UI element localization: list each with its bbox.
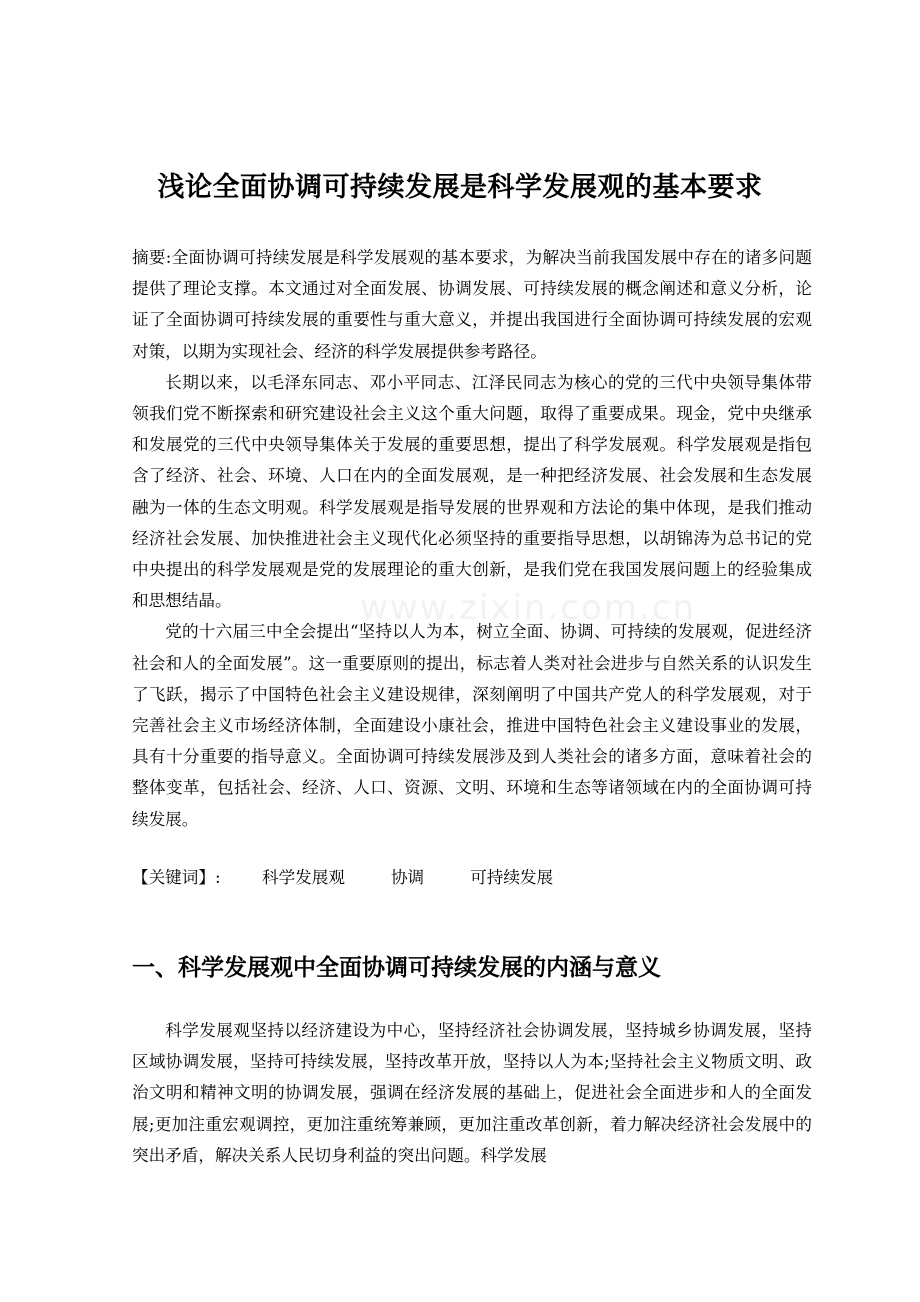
keyword-item: 可持续发展 [470, 868, 554, 887]
section-1-body [132, 1015, 812, 1171]
abstract-paragraph: 摘要:全面协调可持续发展是科学发展观的基本要求，为解决当前我国发展中存在的诸多问题提供了理论支撑。本文通过对全面发展、协调发展、可持续发展的概念阐述和意义分析，论证了全面协调可持续发展的重要性与重大意义，并提出我国进行全面协调可持续发展的宏观对策，以期为实现社会、经济的科学发展提供参考路径。 [132, 248, 812, 361]
keywords-line [132, 862, 599, 893]
body-paragraph-2: 党的十六届三中全会提出“坚持以人为本，树立全面、协调、可持续的发展观，促进经济社会和人的全面发展”。这一重要原则的提出，标志着人类对社会进步与自然关系的认识发生了飞跃，揭示了中国特色社会主义建设规律，深刻阐明了中国共产党人的科学发展观，对于完善社会主义市场经济体制，全面建设小康社会，推进中国特色社会主义建设事业的发展，具有十分重要的指导意义。全面协调可持续发展涉及到人类社会的诸多方面，意味着社会的整体变革，包括社会、经济、人口、资源、文明、环境和生态等诸领域在内的全面协调可持续发展。 [132, 622, 812, 829]
watermark-text: www.zixin.com.cn [360, 588, 696, 628]
body-paragraph-1: 长期以来，以毛泽东同志、邓小平同志、江泽民同志为核心的党的三代中央领导集体带领我们党不断探索和研究建设社会主义这个重大问题，取得了重要成果。现金，党中央继承和发展党的三代中央领导集体关于发展的重要思想，提出了科学发展观。科学发展观是指包含了经济、社会、环境、人口在内的全面发展观，是一种把经济发展、社会发展和生态发展融为一体的生态文明观。科学发展观是指导发展的世界观和方法论的集中体现，是我们推动经济社会发展、加快推进社会主义现代化必须坚持的重要指导思想，以胡锦涛为总书记的党中央提出的科学发展观是党的发展理论的重大创新，是我们党在我国发展问题上的经验集成和思想结晶。 [132, 372, 812, 611]
keywords-label: 【关键词】: [132, 868, 221, 887]
page-title: 浅论全面协调可持续发展是科学发展观的基本要求 [157, 172, 763, 203]
abstract-section [132, 242, 812, 835]
keyword-item: 科学发展观 [262, 868, 345, 887]
keyword-item: 协调 [390, 868, 425, 887]
section-1-paragraph: 科学发展观坚持以经济建设为中心，坚持经济社会协调发展，坚持城乡协调发展，坚持区域协调发展，坚持可持续发展，坚持改革开放，坚持以人为本;坚持社会主义物质文明、政治文明和精神文明的协调发展，强调在经济发展的基础上，促进社会全面进步和人的全面发展;更加注重宏观调控，更加注重统筹兼顾，更加注重改革创新，着力解决经济社会发展中的突出矛盾，解决关系人民切身利益的突出问题。科学发展 [132, 1021, 812, 1165]
section-heading-1: 一、科学发展观中全面协调可持续发展的内涵与意义 [132, 954, 661, 981]
